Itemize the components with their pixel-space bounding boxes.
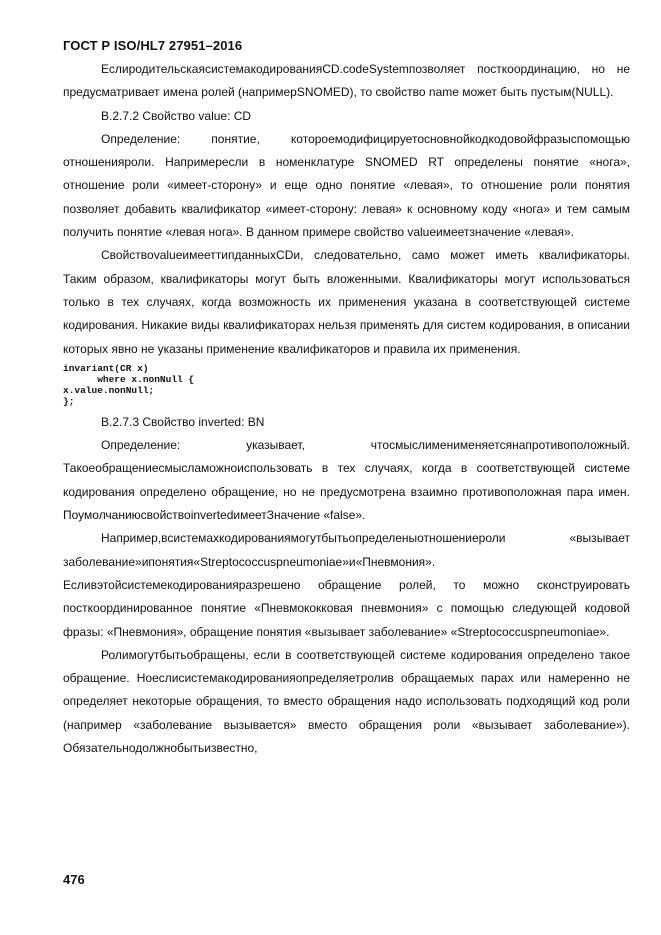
- code-block: invariant(CR x) where x.nonNull { x.value.nonNull; };: [63, 362, 195, 407]
- page-number: 476: [63, 872, 85, 887]
- section-heading: В.2.7.2 Свойство value: CD: [101, 108, 252, 123]
- section-heading: В.2.7.3 Свойство inverted: BN: [101, 414, 265, 429]
- paragraph: Ролимогутбытьобращены, если в соответствующей системе кодирования определено такое обращение. Ноеслисистемакодированияопределяетролив обращаемых парах или намеренно не определяет некоторые обращения, то вместо обращения надо использовать подходящий код роли (например «заболевание вызывается» вместо обращения роли «вызывает заболевание»). Обязательнодолжнобытьизвестно,: [63, 647, 630, 756]
- paragraph: ЕслиродительскаясистемакодированияCD.codeSystemпозволяет посткоординацию, но не предусматривает имена ролей (напримерSNOMED), то свойство name может быть пустым(NULL).: [63, 62, 630, 100]
- document-header: ГОСТ Р ISO/HL7 27951–2016: [63, 38, 243, 53]
- paragraph: Определение: понятие, котороемодифицируетосновнойкодкодовойфразыспомощью отношенияроли. Напримересли в номенклатуре SNOMED RT определены понятие «нога», отношение роли «имеет-сторону» и еще одно понятие «левая», то отношение роли понятия позволяет добавить квалификатор «имеет-сторону: левая» к основному коду «нога» и тем самым получить понятие «левая нога». В данном примере свойство valueимеетзначение «левая».: [63, 131, 630, 240]
- paragraph: Например,всистемахкодированиямогутбытьопределеныотношениероли «вызывает заболевание»ипонятия«Streptococcuspneumoniae»и«Пневмония». Есливэтойсистемекодированияразрешено обращение ролей, то можно сконструировать посткоординированное понятие «Пневмококковая пневмония» с помощью следующей кодовой фразы: «Пневмония», обращение понятия «вызывает заболевание» «Streptococcuspneumoniae».: [63, 531, 630, 639]
- paragraph: Определение: указывает, чтосмыслименименяетсянапротивоположный. Такоеобращениесмысламожноиспользовать в тех случаях, когда в соответствующей системе кодирования определено обращение, но не предусмотрена взаимно противоположная пара имен. ПоумолчаниюсвойствоinvertedимеетЗначение «false».: [63, 438, 630, 523]
- paragraph: СвойствоvalueимееттипданныхCDи, следовательно, само может иметь квалификаторы. Таким образом, квалификаторы могут быть вложенными. Квалификаторы могут использоваться только в тех случаях, когда возможность их применения указана в соответствующей системе кодирования. Никакие виды квалификаторах нельзя применять для систем кодирования, в описании которых явно не указаны применение квалификаторов и правила их применения.: [63, 248, 630, 356]
- document-body: [63, 58, 630, 760]
